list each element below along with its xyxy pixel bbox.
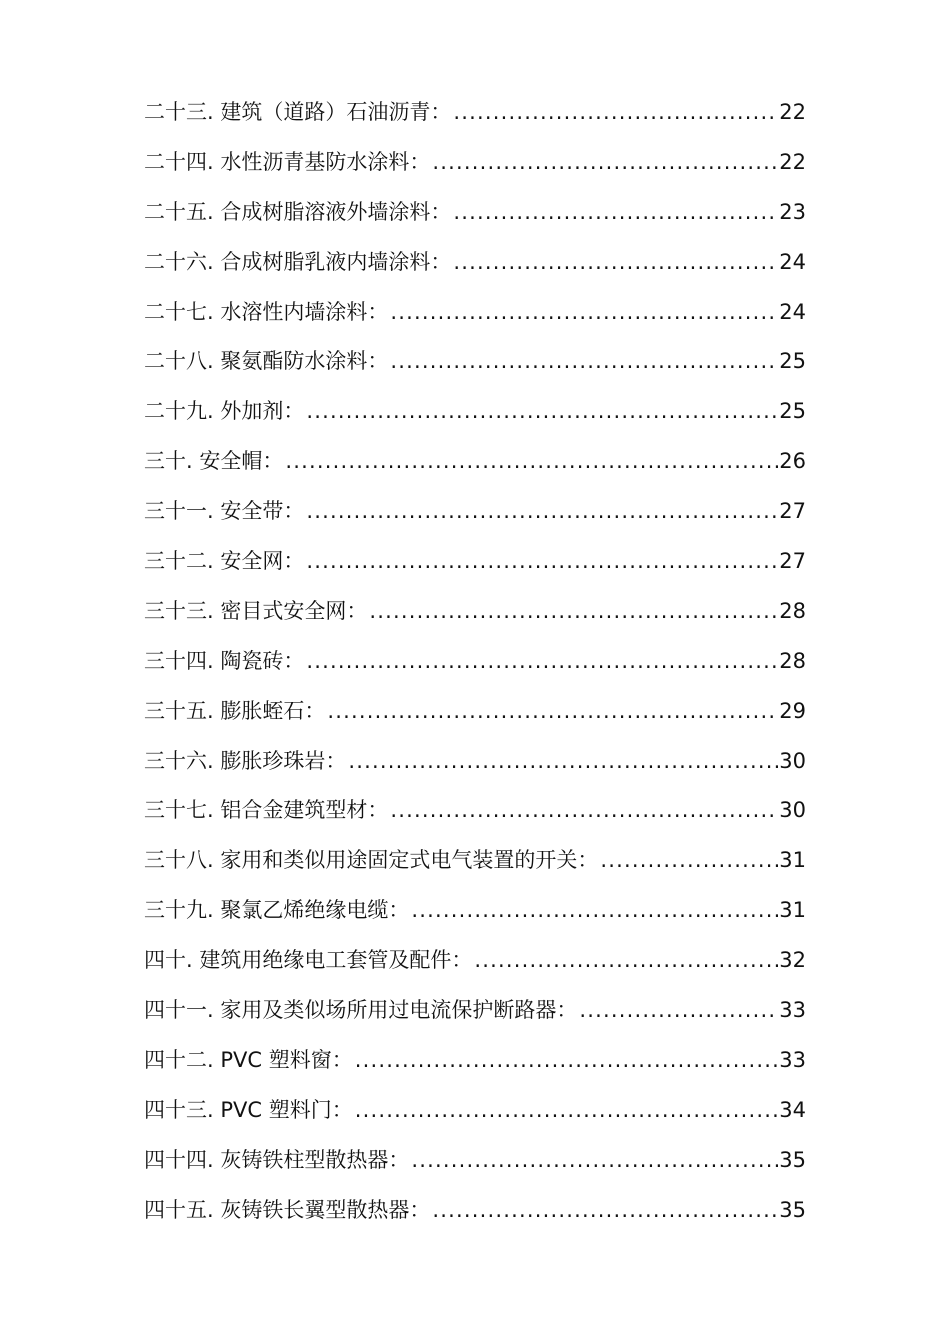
- toc-entry[interactable]: [144, 986, 806, 1036]
- table-of-contents: [144, 88, 806, 1235]
- toc-entry-title: 四十五. 灰铸铁长翼型散热器：: [144, 1197, 431, 1222]
- toc-dot-leader: [327, 687, 778, 737]
- toc-dot-leader: [453, 88, 778, 138]
- toc-page-number: 29: [779, 698, 806, 723]
- toc-entry-title: 四十三. PVC 塑料门：: [144, 1097, 353, 1122]
- toc-entry[interactable]: [144, 138, 806, 188]
- toc-entry-title: 四十. 建筑用绝缘电工套管及配件：: [144, 948, 473, 973]
- toc-entry[interactable]: [144, 587, 806, 637]
- toc-entry-title: 三十六. 膨胀珍珠岩：: [144, 748, 347, 773]
- toc-entry[interactable]: [144, 487, 806, 537]
- toc-entry-title: 二十七. 水溶性内墙涂料：: [144, 299, 389, 324]
- toc-dot-leader: [306, 537, 778, 587]
- toc-entry-title: 四十一. 家用及类似场所用过电流保护断路器：: [144, 998, 578, 1023]
- toc-entry[interactable]: [144, 188, 806, 238]
- toc-entry-title: 三十. 安全帽：: [144, 449, 284, 474]
- toc-page-number: 22: [779, 149, 806, 174]
- toc-page-number: 30: [779, 748, 806, 773]
- toc-entry-title: 二十三. 建筑（道路）石油沥青：: [144, 100, 452, 124]
- toc-entry-title: 四十四. 灰铸铁柱型散热器：: [144, 1147, 410, 1172]
- toc-page-number: 28: [779, 648, 806, 673]
- toc-page-number: 25: [779, 349, 806, 374]
- toc-dot-leader: [411, 886, 778, 936]
- toc-dot-leader: [453, 238, 778, 288]
- toc-entry-title: 三十七. 铝合金建筑型材：: [144, 798, 389, 823]
- toc-page-number: 35: [779, 1197, 806, 1222]
- toc-dot-leader: [390, 786, 778, 836]
- toc-dot-leader: [474, 936, 778, 986]
- toc-entry-title: 三十八. 家用和类似用途固定式电气装置的开关：: [144, 848, 599, 873]
- toc-entry[interactable]: [144, 337, 806, 387]
- toc-page-number: 22: [779, 100, 806, 124]
- toc-dot-leader: [390, 288, 778, 338]
- toc-dot-leader: [432, 138, 778, 188]
- toc-dot-leader: [348, 737, 778, 787]
- toc-dot-leader: [306, 387, 778, 437]
- toc-page-number: 27: [779, 549, 806, 574]
- toc-page-number: 23: [779, 199, 806, 224]
- toc-entry-title: 二十九. 外加剂：: [144, 399, 305, 424]
- toc-page-number: 32: [779, 948, 806, 973]
- toc-entry[interactable]: [144, 1186, 806, 1236]
- toc-entry[interactable]: [144, 537, 806, 587]
- toc-entry[interactable]: [144, 1136, 806, 1186]
- toc-entry[interactable]: [144, 288, 806, 338]
- toc-page-number: 27: [779, 499, 806, 524]
- toc-dot-leader: [579, 986, 778, 1036]
- toc-entry-title: 三十四. 陶瓷砖：: [144, 648, 305, 673]
- toc-entry-title: 三十一. 安全带：: [144, 499, 305, 524]
- toc-entry[interactable]: [144, 737, 806, 787]
- toc-page-number: 25: [779, 399, 806, 424]
- toc-dot-leader: [306, 487, 778, 537]
- toc-entry[interactable]: [144, 387, 806, 437]
- toc-page-number: 24: [779, 249, 806, 274]
- toc-entry-title: 三十二. 安全网：: [144, 549, 305, 574]
- toc-entry[interactable]: [144, 238, 806, 288]
- toc-entry-title: 二十八. 聚氨酯防水涂料：: [144, 349, 389, 374]
- toc-dot-leader: [411, 1136, 778, 1186]
- toc-entry[interactable]: [144, 687, 806, 737]
- toc-entry-title: 三十三. 密目式安全网：: [144, 598, 368, 623]
- toc-entry[interactable]: [144, 637, 806, 687]
- toc-dot-leader: [306, 637, 778, 687]
- toc-entry[interactable]: [144, 437, 806, 487]
- toc-entry[interactable]: [144, 836, 806, 886]
- toc-entry[interactable]: [144, 886, 806, 936]
- toc-dot-leader: [390, 337, 778, 387]
- toc-entry-title: 三十五. 膨胀蛭石：: [144, 698, 326, 723]
- toc-dot-leader: [355, 1086, 779, 1136]
- toc-entry-title: 二十六. 合成树脂乳液内墙涂料：: [144, 249, 452, 274]
- toc-page-number: 31: [779, 848, 806, 873]
- toc-dot-leader: [285, 437, 778, 487]
- toc-page-number: 28: [779, 598, 806, 623]
- toc-entry-title: 二十五. 合成树脂溶液外墙涂料：: [144, 199, 452, 224]
- toc-page-number: 34: [779, 1097, 806, 1122]
- toc-dot-leader: [600, 836, 778, 886]
- toc-page-number: 35: [779, 1147, 806, 1172]
- toc-dot-leader: [369, 587, 778, 637]
- toc-page-number: 33: [779, 1047, 806, 1072]
- toc-entry[interactable]: [144, 1086, 806, 1136]
- toc-entry[interactable]: [144, 786, 806, 836]
- toc-page-number: 33: [779, 998, 806, 1023]
- toc-page-number: 26: [779, 449, 806, 474]
- toc-page-number: 30: [779, 798, 806, 823]
- toc-entry[interactable]: [144, 88, 806, 138]
- toc-entry-title: 三十九. 聚氯乙烯绝缘电缆：: [144, 898, 410, 923]
- toc-dot-leader: [355, 1036, 779, 1086]
- toc-entry-title: 二十四. 水性沥青基防水涂料：: [144, 149, 431, 174]
- toc-page-number: 24: [779, 299, 806, 324]
- toc-page-number: 31: [779, 898, 806, 923]
- toc-dot-leader: [432, 1186, 778, 1236]
- toc-dot-leader: [453, 188, 778, 238]
- toc-entry-title: 四十二. PVC 塑料窗：: [144, 1047, 353, 1072]
- toc-entry[interactable]: [144, 936, 806, 986]
- toc-entry[interactable]: [144, 1036, 806, 1086]
